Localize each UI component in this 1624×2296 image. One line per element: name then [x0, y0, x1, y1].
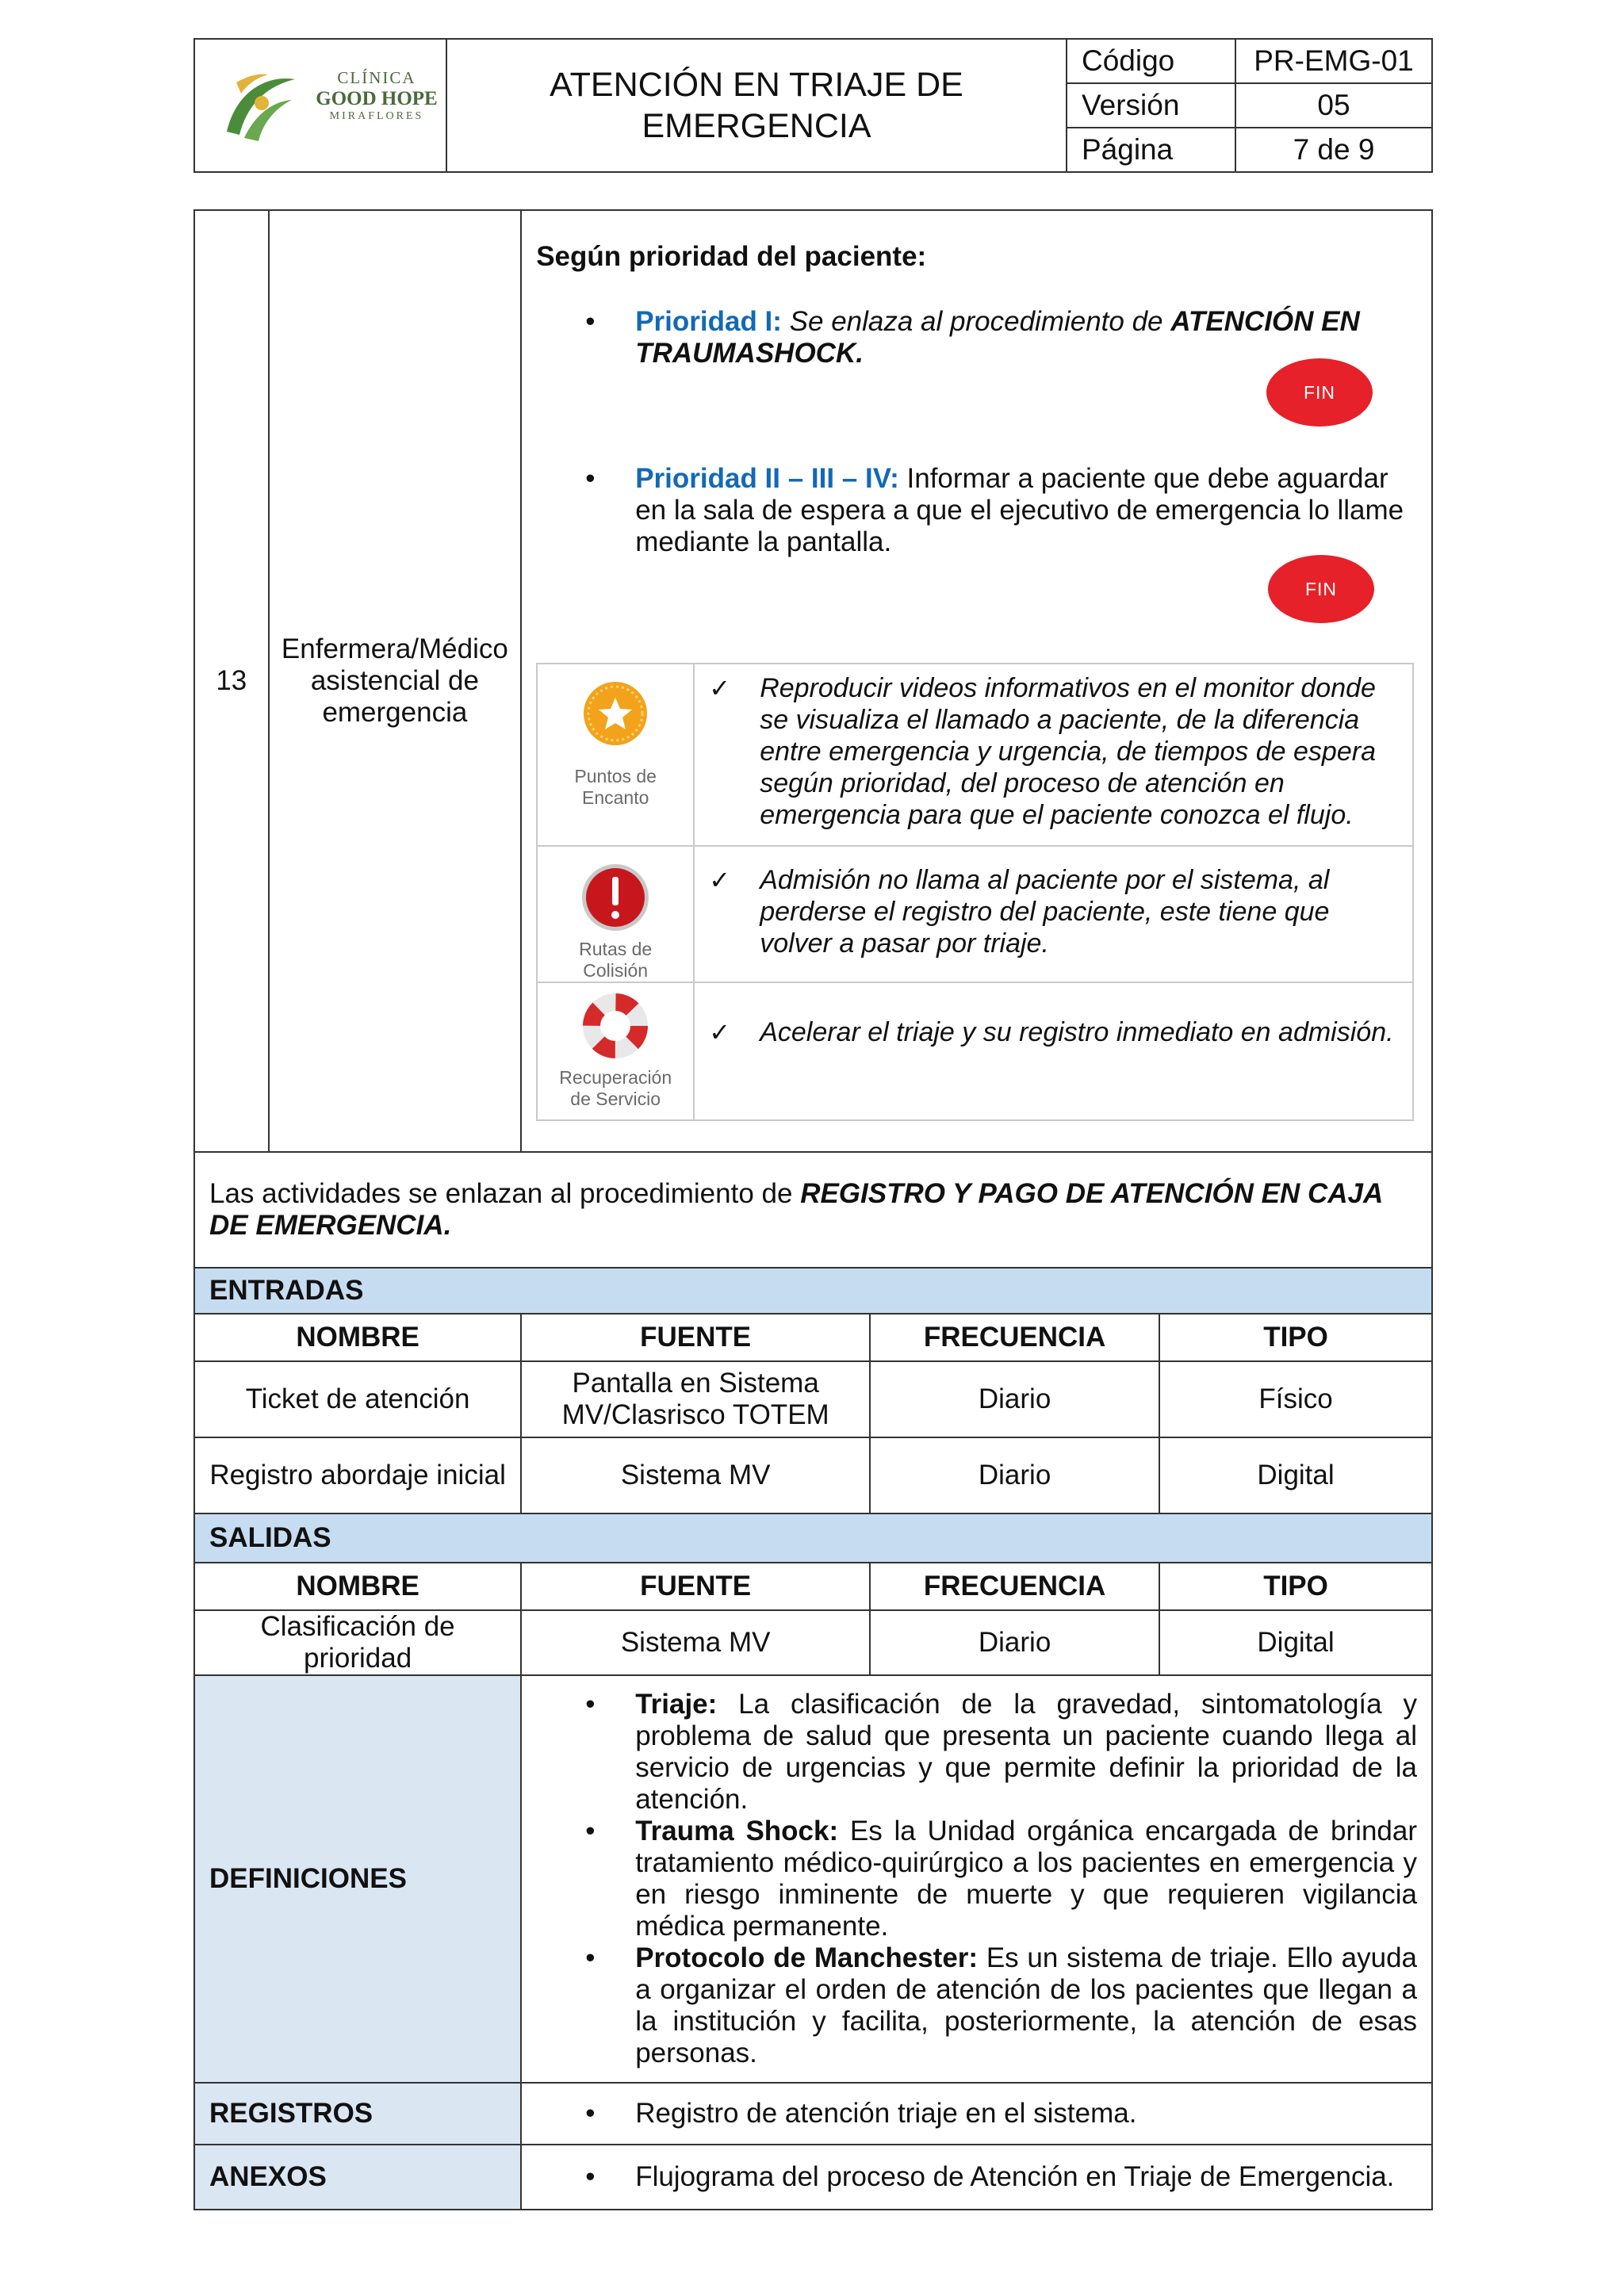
registro-item	[536, 2098, 1417, 2130]
registros-list	[536, 2098, 1417, 2130]
logo-line-2: GOOD HOPE	[316, 88, 438, 109]
document-title: ATENCIÓN EN TRIAJE DE EMERGENCIA	[446, 39, 1067, 172]
salida-frecuencia: Diario	[870, 1610, 1159, 1675]
registros-title: REGISTROS	[194, 2083, 521, 2145]
step-intro: Según prioridad del paciente:	[536, 241, 927, 272]
link-note-procedure: REGISTRO Y PAGO DE ATENCIÓN EN CAJA DE EMERGENCIA.	[209, 1178, 1382, 1241]
definition-item	[536, 1942, 1417, 2069]
col-frecuencia: FRECUENCIA	[870, 1314, 1159, 1361]
priority-2-label: Prioridad II – III – IV:	[635, 463, 899, 494]
risk-label-2: Rutas de Colisión	[579, 939, 653, 981]
salida-nombre: Clasificación de prioridad	[194, 1610, 521, 1675]
risk-row	[537, 664, 1413, 846]
meta-value-code: PR-EMG-01	[1235, 39, 1432, 83]
bullet: •	[585, 1942, 596, 1973]
priority-item-1	[536, 306, 1417, 430]
step-content	[521, 210, 1432, 1152]
salida-fuente: Sistema MV	[521, 1610, 870, 1675]
priority-1-link: ATENCIÓN EN TRAUMASHOCK.	[635, 306, 1360, 369]
logo-line-3: MIRAFLORES	[329, 110, 424, 122]
entradas-columns-row	[194, 1314, 1432, 1361]
definitions-list	[536, 1689, 1417, 2069]
warning-icon	[580, 863, 650, 932]
clinic-logo	[213, 54, 442, 157]
link-note	[194, 1152, 1432, 1268]
col-frecuencia: FRECUENCIA	[870, 1563, 1159, 1610]
definition-item	[536, 1689, 1417, 1816]
definition-term: Trauma Shock:	[635, 1816, 839, 1846]
registros-content	[521, 2083, 1432, 2145]
step-number: 13	[194, 210, 269, 1152]
salidas-columns-row	[194, 1563, 1432, 1610]
link-note-row	[194, 1152, 1432, 1268]
entrada-fuente: Pantalla en Sistema MV/Clasrisco TOTEM	[521, 1361, 870, 1437]
entrada-nombre: Registro abordaje inicial	[194, 1437, 521, 1513]
salida-tipo: Digital	[1159, 1610, 1432, 1675]
salidas-header-row	[194, 1513, 1432, 1563]
col-nombre: NOMBRE	[194, 1314, 521, 1361]
entrada-frecuencia: Diario	[870, 1361, 1159, 1437]
entradas-title: ENTRADAS	[194, 1268, 1432, 1314]
entradas-header-row	[194, 1268, 1432, 1314]
priority-list	[536, 306, 1417, 618]
col-fuente: FUENTE	[521, 1314, 870, 1361]
risk-text-1: Reproducir videos informativos en el monitor donde se visualiza el llamado a paciente, de la diferencia entre emergencia y urgencia, de tiempos de espera según prioridad, del proceso de atención en emergencia para que el paciente conozca el flujo.	[760, 673, 1376, 830]
step-role: Enfermera/Médico asistencial de emergencia	[269, 210, 522, 1152]
definiciones-title: DEFINICIONES	[194, 1675, 521, 2083]
table-row	[194, 1437, 1432, 1513]
bullet: •	[585, 1816, 596, 1846]
definition-text: Es la Unidad orgánica encargada de brindar tratamiento médico-quirúrgico a los pacientes en emergencia y en riesgo inminente de muerte y que requieren vigilancia médica permanente.	[635, 1816, 1417, 1942]
definition-term: Triaje:	[635, 1689, 718, 1720]
link-note-text: Las actividades se enlazan al procedimiento de	[209, 1178, 801, 1209]
fin-terminator-2: FIN	[1268, 555, 1374, 623]
anexos-content	[521, 2145, 1432, 2210]
lifebuoy-icon	[580, 991, 650, 1061]
logo-line-1: CLÍNICA	[337, 68, 416, 87]
star-icon	[580, 679, 650, 748]
priority-2-text: Informar a paciente que debe aguardar en la sala de espera a que el ejecutivo de emergencia lo llame mediante la pantalla.	[635, 463, 1404, 557]
check-icon: ✓	[709, 1018, 730, 1047]
risk-text-cell	[694, 982, 1413, 1120]
fin-terminator-1: FIN	[1266, 358, 1373, 427]
anexos-row	[194, 2145, 1432, 2210]
risk-text-2: Admisión no llama al paciente por el sistema, al perderse el registro del paciente, este tiene que volver a pasar por triaje.	[760, 865, 1330, 959]
bullet: •	[585, 2098, 596, 2129]
registros-row	[194, 2083, 1432, 2145]
bullet: •	[585, 463, 596, 494]
bullet: •	[585, 1689, 596, 1720]
step-row	[194, 210, 1432, 1152]
risk-text-cell	[694, 846, 1413, 982]
risk-icon-cell	[537, 846, 694, 982]
logo-cell	[194, 39, 446, 172]
col-tipo: TIPO	[1159, 1563, 1432, 1610]
risk-text-3: Acelerar el triaje y su registro inmediato en admisión.	[760, 1017, 1394, 1047]
definition-text: La clasificación de la gravedad, sintomatología y problema de salud que presenta un paciente cuando llega al servicio de urgencias y que permite definir la prioridad de la atención.	[635, 1689, 1417, 1815]
risk-row	[537, 846, 1413, 982]
table-row	[194, 1361, 1432, 1437]
meta-value-page: 7 de 9	[1235, 128, 1432, 172]
check-icon: ✓	[709, 674, 730, 702]
anexo-item	[536, 2161, 1417, 2193]
definition-item	[536, 1816, 1417, 1942]
risk-row	[537, 982, 1413, 1120]
procedure-table	[193, 209, 1433, 2210]
entrada-fuente: Sistema MV	[521, 1437, 870, 1513]
priority-1-label: Prioridad I:	[635, 306, 782, 337]
definition-term: Protocolo de Manchester:	[635, 1942, 979, 1973]
definition-text: Es un sistema de triaje. Ello ayuda a organizar el orden de atención de los pacientes que llegan a la institución y facilita, posteriormente, la atención de esas personas.	[635, 1942, 1417, 2068]
risk-label-3: Recuperación de Servicio	[559, 1067, 672, 1109]
col-nombre: NOMBRE	[194, 1563, 521, 1610]
document-header	[193, 38, 1433, 173]
entrada-nombre: Ticket de atención	[194, 1361, 521, 1437]
col-tipo: TIPO	[1159, 1314, 1432, 1361]
meta-label-version: Versión	[1067, 83, 1235, 128]
check-icon: ✓	[709, 866, 730, 894]
risk-icon-cell	[537, 664, 694, 846]
registro-text: Registro de atención triaje en el sistema.	[635, 2098, 1137, 2129]
meta-label-page: Página	[1067, 128, 1235, 172]
entrada-tipo: Físico	[1159, 1361, 1432, 1437]
anexos-title: ANEXOS	[194, 2145, 521, 2210]
col-fuente: FUENTE	[521, 1563, 870, 1610]
logo-emblem-icon	[213, 59, 308, 154]
definiciones-content	[521, 1675, 1432, 2083]
priority-1-text: Se enlaza al procedimiento de	[781, 306, 1171, 337]
risk-icon-cell	[537, 982, 694, 1120]
meta-value-version: 05	[1235, 83, 1432, 128]
anexos-list	[536, 2161, 1417, 2193]
risk-table	[536, 663, 1414, 1121]
bullet: •	[585, 306, 596, 337]
anexo-text: Flujograma del proceso de Atención en Triaje de Emergencia.	[635, 2161, 1395, 2192]
definiciones-row	[194, 1675, 1432, 2083]
risk-label-1: Puntos de Encanto	[574, 766, 657, 808]
entrada-tipo: Digital	[1159, 1437, 1432, 1513]
priority-item-2	[536, 463, 1417, 618]
risk-text-cell	[694, 664, 1413, 846]
salidas-title: SALIDAS	[194, 1513, 1432, 1563]
table-row	[194, 1610, 1432, 1675]
bullet: •	[585, 2161, 596, 2192]
meta-label-code: Código	[1067, 39, 1235, 83]
entrada-frecuencia: Diario	[870, 1437, 1159, 1513]
